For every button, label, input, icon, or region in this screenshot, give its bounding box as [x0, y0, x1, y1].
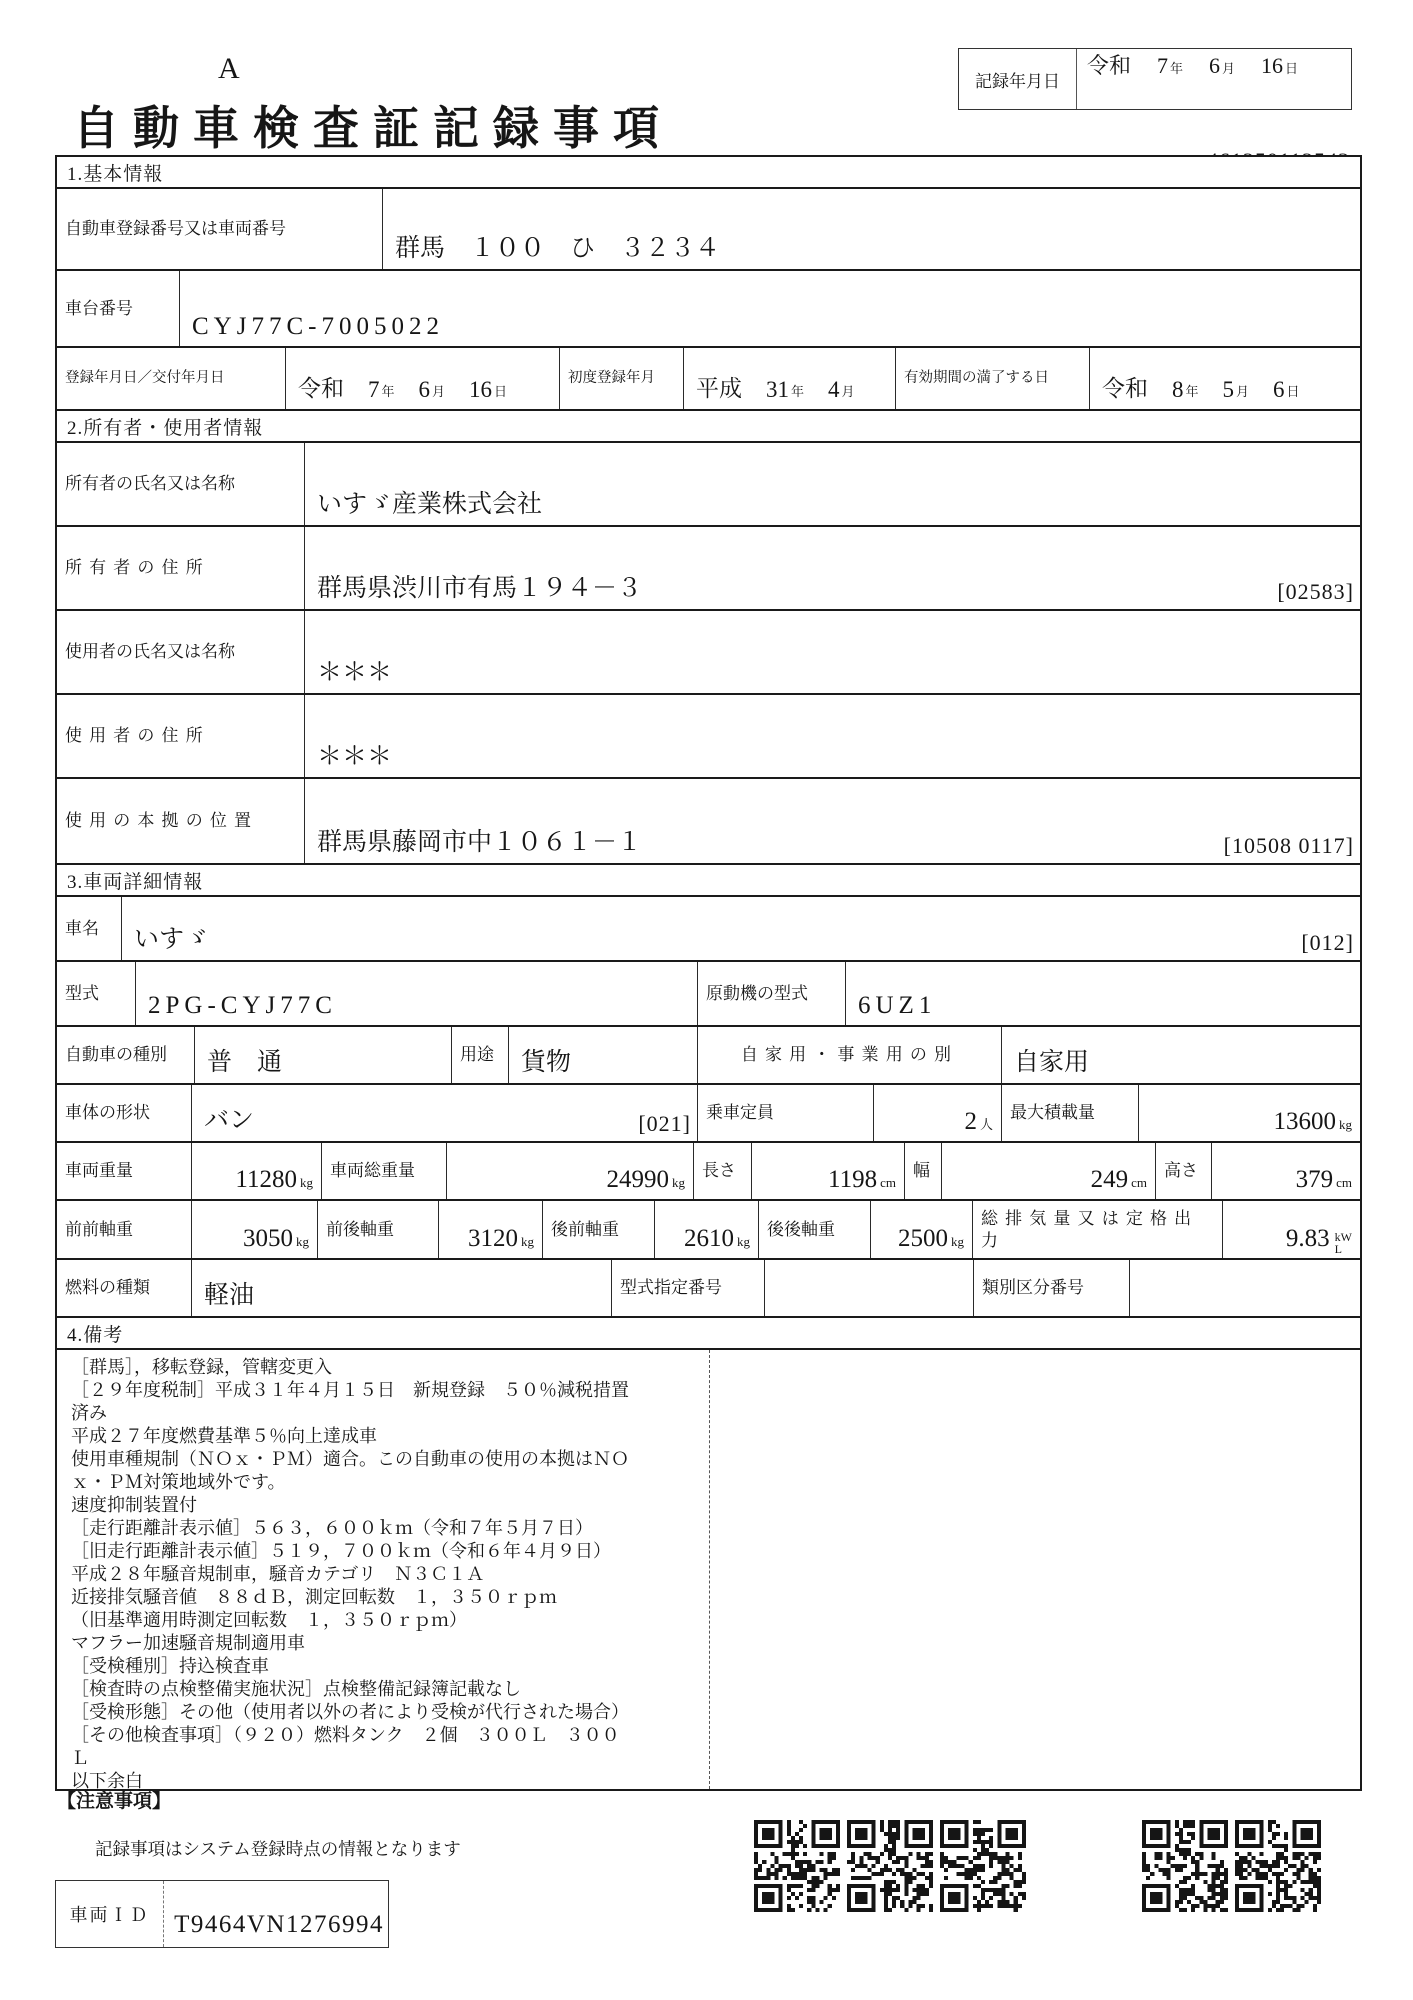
length-number: 1198 — [828, 1166, 878, 1193]
capacity-label: 乗車定員 — [698, 1085, 874, 1141]
remarks-line: 以下余白 — [71, 1771, 143, 1789]
axle-rear-front-number: 2610 — [684, 1225, 734, 1252]
remarks-line: ［走行距離計表示値］５６３，６００ｋｍ（令和７年５月７日） — [71, 1518, 593, 1538]
day-unit: 日 — [494, 384, 508, 399]
record-date-box — [958, 48, 1352, 110]
axle-rear-front-value — [655, 1201, 759, 1258]
owner-address-label: 所有者の住所 — [57, 527, 305, 609]
body-shape-row — [57, 1083, 1360, 1141]
axle-rear-front-label: 後前軸重 — [543, 1201, 655, 1258]
section3-heading: 3.車両詳細情報 — [57, 863, 1360, 895]
width-label: 幅 — [905, 1143, 942, 1199]
remarks-line: 近接排気騒音値 ８８ｄＢ，測定回転数 １，３５０ｒｐｍ — [71, 1587, 557, 1607]
base-location-value — [305, 779, 1360, 863]
qr-code-group-right — [1142, 1820, 1321, 1912]
remarks-line: ［検査時の点検整備実施状況］点検整備記録簿記載なし — [71, 1679, 521, 1699]
remarks-line: 速度抑制装置付 — [71, 1495, 197, 1515]
fuel-value: 軽油 — [192, 1260, 612, 1316]
height-number: 379 — [1295, 1166, 1334, 1193]
gross-weight-number: 24990 — [606, 1166, 669, 1193]
chassis-number-label: 車台番号 — [57, 271, 180, 346]
qr-code — [847, 1820, 933, 1912]
qr-code-group-left — [754, 1820, 1026, 1912]
car-name-value — [122, 897, 1360, 960]
owner-name-value: いすゞ産業株式会社 — [317, 491, 543, 518]
first-registration-year: 31 — [766, 377, 789, 402]
base-location-text: 群馬県藤岡市中１０６１－１ — [317, 829, 643, 856]
remarks-line: （旧基準適用時測定回転数 １，３５０ｒｐｍ） — [71, 1610, 467, 1630]
axle-front-rear-value — [439, 1201, 543, 1258]
height-label: 高さ — [1156, 1143, 1212, 1199]
axle-rear-rear-number: 2500 — [898, 1225, 948, 1252]
expiry-date-value — [1090, 348, 1360, 409]
remarks-line: ［旧走行距離計表示値］５１９，７００ｋｍ（令和６年４月９日） — [71, 1541, 611, 1561]
chassis-number-value: CYJ77C-7005022 — [192, 313, 444, 340]
fuel-row — [57, 1258, 1360, 1316]
section2-heading: 2.所有者・使用者情報 — [57, 409, 1360, 441]
base-location-code: [10508 0117] — [1223, 833, 1354, 858]
axle-front-front-label: 前前軸重 — [57, 1201, 192, 1258]
qr-code — [754, 1820, 840, 1912]
vehicle-kind-value: 普 通 — [195, 1027, 452, 1083]
qr-code — [1142, 1820, 1228, 1912]
displacement-label: 総排気量又は定格出力 — [973, 1201, 1223, 1258]
axle-front-rear-number: 3120 — [468, 1225, 518, 1252]
remarks-line: ｘ・ＰＭ対策地域外です。 — [71, 1472, 286, 1492]
remarks-column-divider — [709, 1350, 710, 1789]
max-load-number: 13600 — [1273, 1108, 1336, 1135]
year-unit: 年 — [1170, 61, 1184, 76]
model-label: 型式 — [57, 962, 136, 1025]
registration-date-day: 16 — [469, 377, 493, 402]
year-unit: 年 — [1185, 384, 1199, 399]
private-business-value: 自家用 — [1014, 1049, 1090, 1076]
category-number-value — [1130, 1260, 1360, 1316]
vehicle-weight-number: 11280 — [235, 1166, 297, 1193]
record-date-day: 16 — [1261, 53, 1284, 78]
remarks-box — [57, 1348, 1360, 1789]
kw-l-unit — [1335, 1231, 1352, 1255]
remarks-line: ［２９年度税制］平成３１年４月１５日 新規登録 ５０％減税措置 — [71, 1380, 629, 1400]
displacement-number: 9.83 — [1285, 1225, 1330, 1252]
kg-unit: kg — [296, 1234, 309, 1249]
vehicle-weight-label: 車両重量 — [57, 1143, 192, 1199]
qr-code — [940, 1820, 1026, 1912]
liter-unit: L — [1334, 1242, 1343, 1256]
axle-front-front-value — [192, 1201, 318, 1258]
capacity-number: 2 — [964, 1108, 977, 1135]
use-label: 用途 — [452, 1027, 509, 1083]
fuel-label: 燃料の種類 — [57, 1260, 192, 1316]
kg-unit: kg — [521, 1234, 534, 1249]
section4-heading: 4.備考 — [57, 1316, 1360, 1348]
height-value — [1212, 1143, 1360, 1199]
month-unit: 月 — [841, 384, 855, 399]
weights-dimensions-row — [57, 1141, 1360, 1199]
axle-front-rear-label: 前後軸重 — [318, 1201, 439, 1258]
section1-heading: 1.基本情報 — [67, 163, 164, 185]
registration-date-value — [286, 348, 560, 409]
registration-number-label: 自動車登録番号又は車両番号 — [57, 189, 383, 269]
first-registration-era: 平成 — [696, 376, 742, 401]
body-shape-value — [192, 1085, 698, 1141]
car-name-row — [57, 895, 1360, 960]
engine-model-value: 6UZ1 — [858, 992, 937, 1019]
width-number: 249 — [1090, 1166, 1129, 1193]
registration-date-year: 7 — [368, 377, 380, 402]
registration-date-month: 6 — [418, 377, 431, 402]
gross-weight-label: 車両総重量 — [322, 1143, 447, 1199]
use-value: 貨物 — [509, 1027, 698, 1083]
gross-weight-value — [447, 1143, 694, 1199]
base-location-row — [57, 777, 1360, 863]
vehicle-kind-row — [57, 1025, 1360, 1083]
remarks-line: マフラー加速騒音規制適用車 — [71, 1633, 305, 1653]
remarks-line: 使用車種規制（ＮＯｘ・ＰＭ）適合。この自動車の使用の本拠はＮＯ — [71, 1449, 629, 1469]
user-address-value: ＊＊＊ — [317, 743, 393, 770]
cm-unit: cm — [1336, 1175, 1352, 1190]
certificate-table — [55, 155, 1362, 1791]
owner-address-row — [57, 525, 1360, 609]
owner-address-code: [02583] — [1277, 579, 1354, 604]
kg-unit: kg — [300, 1175, 313, 1190]
owner-name-label: 所有者の氏名又は名称 — [57, 443, 305, 525]
first-registration-value — [684, 348, 896, 409]
kg-unit: kg — [951, 1234, 964, 1249]
cm-unit: cm — [880, 1175, 896, 1190]
kg-unit: kg — [737, 1234, 750, 1249]
kg-unit: kg — [672, 1175, 685, 1190]
type-designation-label: 型式指定番号 — [612, 1260, 765, 1316]
axle-rear-rear-value — [871, 1201, 973, 1258]
kw-unit: kW — [1334, 1230, 1352, 1244]
registration-number-value: 群馬 １００ ひ ３２３４ — [395, 235, 721, 262]
type-designation-value — [765, 1260, 974, 1316]
registration-date-label: 登録年月日／交付年月日 — [57, 348, 286, 409]
year-unit: 年 — [791, 384, 805, 399]
record-date-month: 6 — [1209, 53, 1221, 78]
body-shape-text: バン — [204, 1107, 255, 1134]
length-label: 長さ — [694, 1143, 752, 1199]
remarks-line: ［その他検査事項］（９２０）燃料タンク ２個 ３００Ｌ ３００ — [71, 1725, 620, 1745]
notice-text: 記録事項はシステム登録時点の情報となります — [95, 1839, 461, 1859]
displacement-value — [1223, 1201, 1360, 1258]
notice-heading: 【注意事項】 — [57, 1791, 172, 1812]
remarks-line: Ｌ — [71, 1748, 89, 1768]
length-value — [752, 1143, 905, 1199]
vehicle-kind-label: 自動車の種別 — [57, 1027, 195, 1083]
record-date-year: 7 — [1157, 53, 1169, 78]
expiry-date-day: 6 — [1273, 377, 1285, 402]
body-shape-code: [021] — [638, 1111, 691, 1136]
expiry-date-year: 8 — [1172, 377, 1184, 402]
first-registration-month: 4 — [828, 377, 840, 402]
remarks-line: 平成２７年度燃費基準５％向上達成車 — [71, 1426, 377, 1446]
day-unit: 日 — [1286, 384, 1300, 399]
capacity-value — [874, 1085, 1002, 1141]
max-load-value — [1139, 1085, 1360, 1141]
chassis-number-row — [57, 269, 1360, 346]
kg-unit: kg — [1339, 1117, 1352, 1132]
max-load-label: 最大積載量 — [1002, 1085, 1139, 1141]
user-name-label: 使用者の氏名又は名称 — [57, 611, 305, 693]
engine-model-label: 原動機の型式 — [698, 962, 846, 1025]
record-date-era: 令和 — [1087, 53, 1132, 78]
user-name-row — [57, 609, 1360, 693]
page-title: 自動車検査証記録事項 — [73, 103, 673, 154]
year-unit: 年 — [381, 384, 395, 399]
car-name-label: 車名 — [57, 897, 122, 960]
car-name-code: [012] — [1301, 930, 1354, 955]
remarks-line: ［受検種別］持込検査車 — [71, 1656, 269, 1676]
axle-weights-row — [57, 1199, 1360, 1258]
record-date-label: 記録年月日 — [959, 49, 1077, 109]
person-unit: 人 — [979, 1117, 993, 1132]
page-mark: A — [218, 52, 240, 85]
remarks-line: 済み — [71, 1403, 107, 1423]
cm-unit: cm — [1131, 1175, 1147, 1190]
month-unit: 月 — [1236, 384, 1250, 399]
dates-row — [57, 346, 1360, 409]
base-location-label: 使用の本拠の位置 — [57, 779, 305, 863]
expiry-date-label: 有効期間の満了する日 — [896, 348, 1090, 409]
model-value: 2PG-CYJ77C — [136, 962, 698, 1025]
category-number-label: 類別区分番号 — [974, 1260, 1130, 1316]
expiry-date-era: 令和 — [1102, 376, 1148, 401]
user-name-value: ＊＊＊ — [317, 659, 393, 686]
remarks-line: 平成２８年騒音規制車，騒音カテゴリ Ｎ３Ｃ１Ａ — [71, 1564, 485, 1584]
vehicle-id-label: 車両ＩＤ — [56, 1881, 164, 1947]
vehicle-id-value: T9464VN1276994 — [174, 1911, 384, 1938]
registration-number-row — [57, 187, 1360, 269]
vehicle-id-box — [55, 1880, 389, 1948]
month-unit: 月 — [432, 384, 446, 399]
remarks-line: ［受検形態］その他（使用者以外の者により受検が代行された場合） — [71, 1702, 629, 1722]
first-registration-label: 初度登録年月 — [560, 348, 684, 409]
car-name-text: いすゞ — [134, 926, 210, 953]
month-unit: 月 — [1222, 61, 1236, 76]
body-shape-label: 車体の形状 — [57, 1085, 192, 1141]
vehicle-weight-value — [192, 1143, 322, 1199]
qr-code — [1235, 1820, 1321, 1912]
model-row — [57, 960, 1360, 1025]
registration-date-era: 令和 — [298, 376, 344, 401]
owner-name-row — [57, 441, 1360, 525]
width-value — [942, 1143, 1156, 1199]
remarks-line: ［群馬］，移転登録，管轄変更入 — [71, 1357, 332, 1377]
owner-address-text: 群馬県渋川市有馬１９４－３ — [317, 575, 643, 602]
day-unit: 日 — [1285, 61, 1299, 76]
user-address-row — [57, 693, 1360, 777]
owner-address-value — [305, 527, 1360, 609]
user-address-label: 使用者の住所 — [57, 695, 305, 777]
axle-rear-rear-label: 後後軸重 — [759, 1201, 871, 1258]
expiry-date-month: 5 — [1222, 377, 1235, 402]
axle-front-front-number: 3050 — [243, 1225, 293, 1252]
private-business-label: 自家用・事業用の別 — [698, 1027, 1002, 1083]
record-date-value — [1077, 49, 1351, 109]
